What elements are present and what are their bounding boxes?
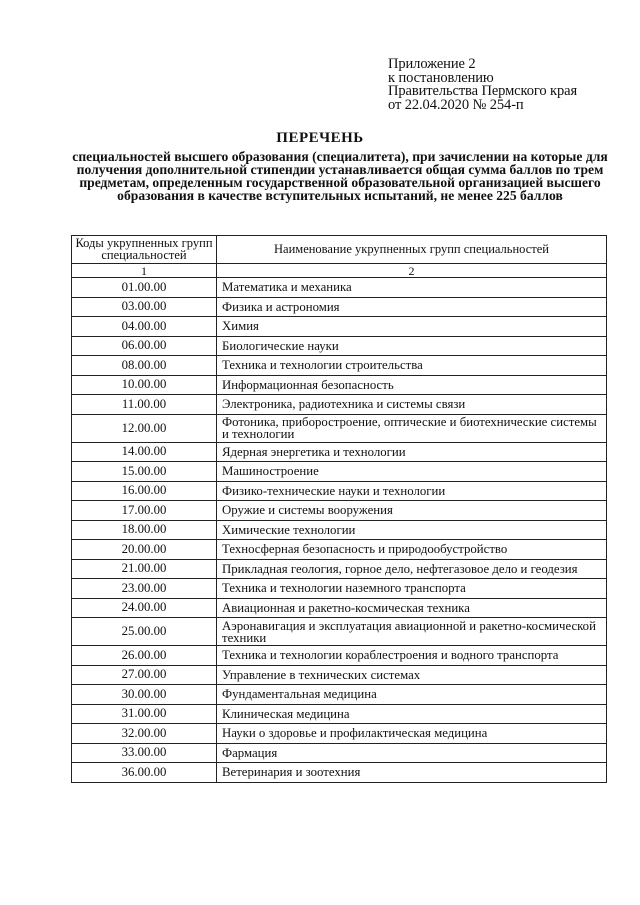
table-row <box>72 481 607 501</box>
group-code: 31.00.00 <box>72 704 217 724</box>
table-row <box>72 763 607 783</box>
table-row <box>72 704 607 724</box>
header-codes: Коды укрупненных групп специальностей <box>72 236 217 264</box>
group-name: Техника и технологии кораблестроения и водного транспорта <box>217 646 607 666</box>
table-row <box>72 520 607 540</box>
group-code: 23.00.00 <box>72 579 217 599</box>
group-name: Фотоника, приборостроение, оптические и биотехнические системы и технологии <box>217 414 607 442</box>
column-number: 2 <box>217 264 607 278</box>
table-row <box>72 618 607 646</box>
group-code: 33.00.00 <box>72 743 217 763</box>
group-name: Химия <box>217 317 607 337</box>
group-name: Авиационная и ракетно-космическая техника <box>217 598 607 618</box>
table-row <box>72 395 607 415</box>
group-name: Фармация <box>217 743 607 763</box>
table-row <box>72 579 607 599</box>
table-row <box>72 665 607 685</box>
group-name: Математика и механика <box>217 278 607 298</box>
table-row <box>72 375 607 395</box>
group-name: Химические технологии <box>217 520 607 540</box>
group-code: 12.00.00 <box>72 414 217 442</box>
group-code: 14.00.00 <box>72 442 217 462</box>
group-name: Электроника, радиотехника и системы связи <box>217 395 607 415</box>
group-code: 16.00.00 <box>72 481 217 501</box>
table-row <box>72 646 607 666</box>
group-name: Биологические науки <box>217 336 607 356</box>
group-code: 21.00.00 <box>72 559 217 579</box>
appendix-line: Приложение 2 <box>388 56 476 72</box>
appendix-block <box>388 58 577 112</box>
group-code: 30.00.00 <box>72 685 217 705</box>
group-code: 03.00.00 <box>72 297 217 317</box>
group-code: 11.00.00 <box>72 395 217 415</box>
group-code: 06.00.00 <box>72 336 217 356</box>
group-name: Техника и технологии наземного транспорта <box>217 579 607 599</box>
table-row <box>72 743 607 763</box>
group-code: 36.00.00 <box>72 763 217 783</box>
table-row <box>72 356 607 376</box>
table-row <box>72 501 607 521</box>
table-body <box>72 278 607 783</box>
group-code: 32.00.00 <box>72 724 217 744</box>
group-code: 18.00.00 <box>72 520 217 540</box>
header-names: Наименование укрупненных групп специальностей <box>217 236 607 264</box>
group-name: Клиническая медицина <box>217 704 607 724</box>
group-name: Оружие и системы вооружения <box>217 501 607 521</box>
table-row <box>72 462 607 482</box>
table-row <box>72 685 607 705</box>
table-row <box>72 598 607 618</box>
group-name: Ядерная энергетика и технологии <box>217 442 607 462</box>
group-name: Физико-технические науки и технологии <box>217 481 607 501</box>
appendix-line: к постановлению <box>388 69 494 86</box>
table-row <box>72 414 607 442</box>
table-row <box>72 724 607 744</box>
group-name: Фундаментальная медицина <box>217 685 607 705</box>
appendix-line: от 22.04.2020 № 254-п <box>388 96 524 113</box>
group-name: Науки о здоровье и профилактическая медицина <box>217 724 607 744</box>
group-name: Аэронавигация и эксплуатация авиационной и ракетно-космической техники <box>217 618 607 646</box>
group-code: 24.00.00 <box>72 598 217 618</box>
table-row <box>72 317 607 337</box>
group-name: Машиностроение <box>217 462 607 482</box>
group-name: Управление в технических системах <box>217 665 607 685</box>
group-name: Информационная безопасность <box>217 375 607 395</box>
group-name: Ветеринария и зоотехния <box>217 763 607 783</box>
group-code: 27.00.00 <box>72 665 217 685</box>
table-row <box>72 540 607 560</box>
table-row <box>72 559 607 579</box>
group-code: 15.00.00 <box>72 462 217 482</box>
document-title: ПЕРЕЧЕНЬ <box>276 130 364 146</box>
column-number: 1 <box>72 264 217 278</box>
group-name: Физика и астрономия <box>217 297 607 317</box>
specialties-table <box>71 235 607 783</box>
group-name: Техносферная безопасность и природообустройство <box>217 540 607 560</box>
group-code: 04.00.00 <box>72 317 217 337</box>
table-row <box>72 442 607 462</box>
group-name: Прикладная геология, горное дело, нефтегазовое дело и геодезия <box>217 559 607 579</box>
appendix-line: Правительства Пермского края <box>388 83 578 99</box>
group-code: 17.00.00 <box>72 501 217 521</box>
group-code: 25.00.00 <box>72 618 217 646</box>
group-code: 10.00.00 <box>72 375 217 395</box>
document-subtitle: специальностей высшего образования (специалитета), при зачислении на которые для получения дополнительной стипендии устанавливается общая сумма баллов по трем предметам, определенным государственной образовательной организацией высшего образования в качестве вступительных испытаний, не менее 225 баллов <box>72 149 608 203</box>
group-code: 01.00.00 <box>72 278 217 298</box>
group-code: 20.00.00 <box>72 540 217 560</box>
table-row <box>72 278 607 298</box>
group-name: Техника и технологии строительства <box>217 356 607 376</box>
table-row <box>72 297 607 317</box>
table-row <box>72 336 607 356</box>
group-code: 08.00.00 <box>72 356 217 376</box>
group-code: 26.00.00 <box>72 646 217 666</box>
